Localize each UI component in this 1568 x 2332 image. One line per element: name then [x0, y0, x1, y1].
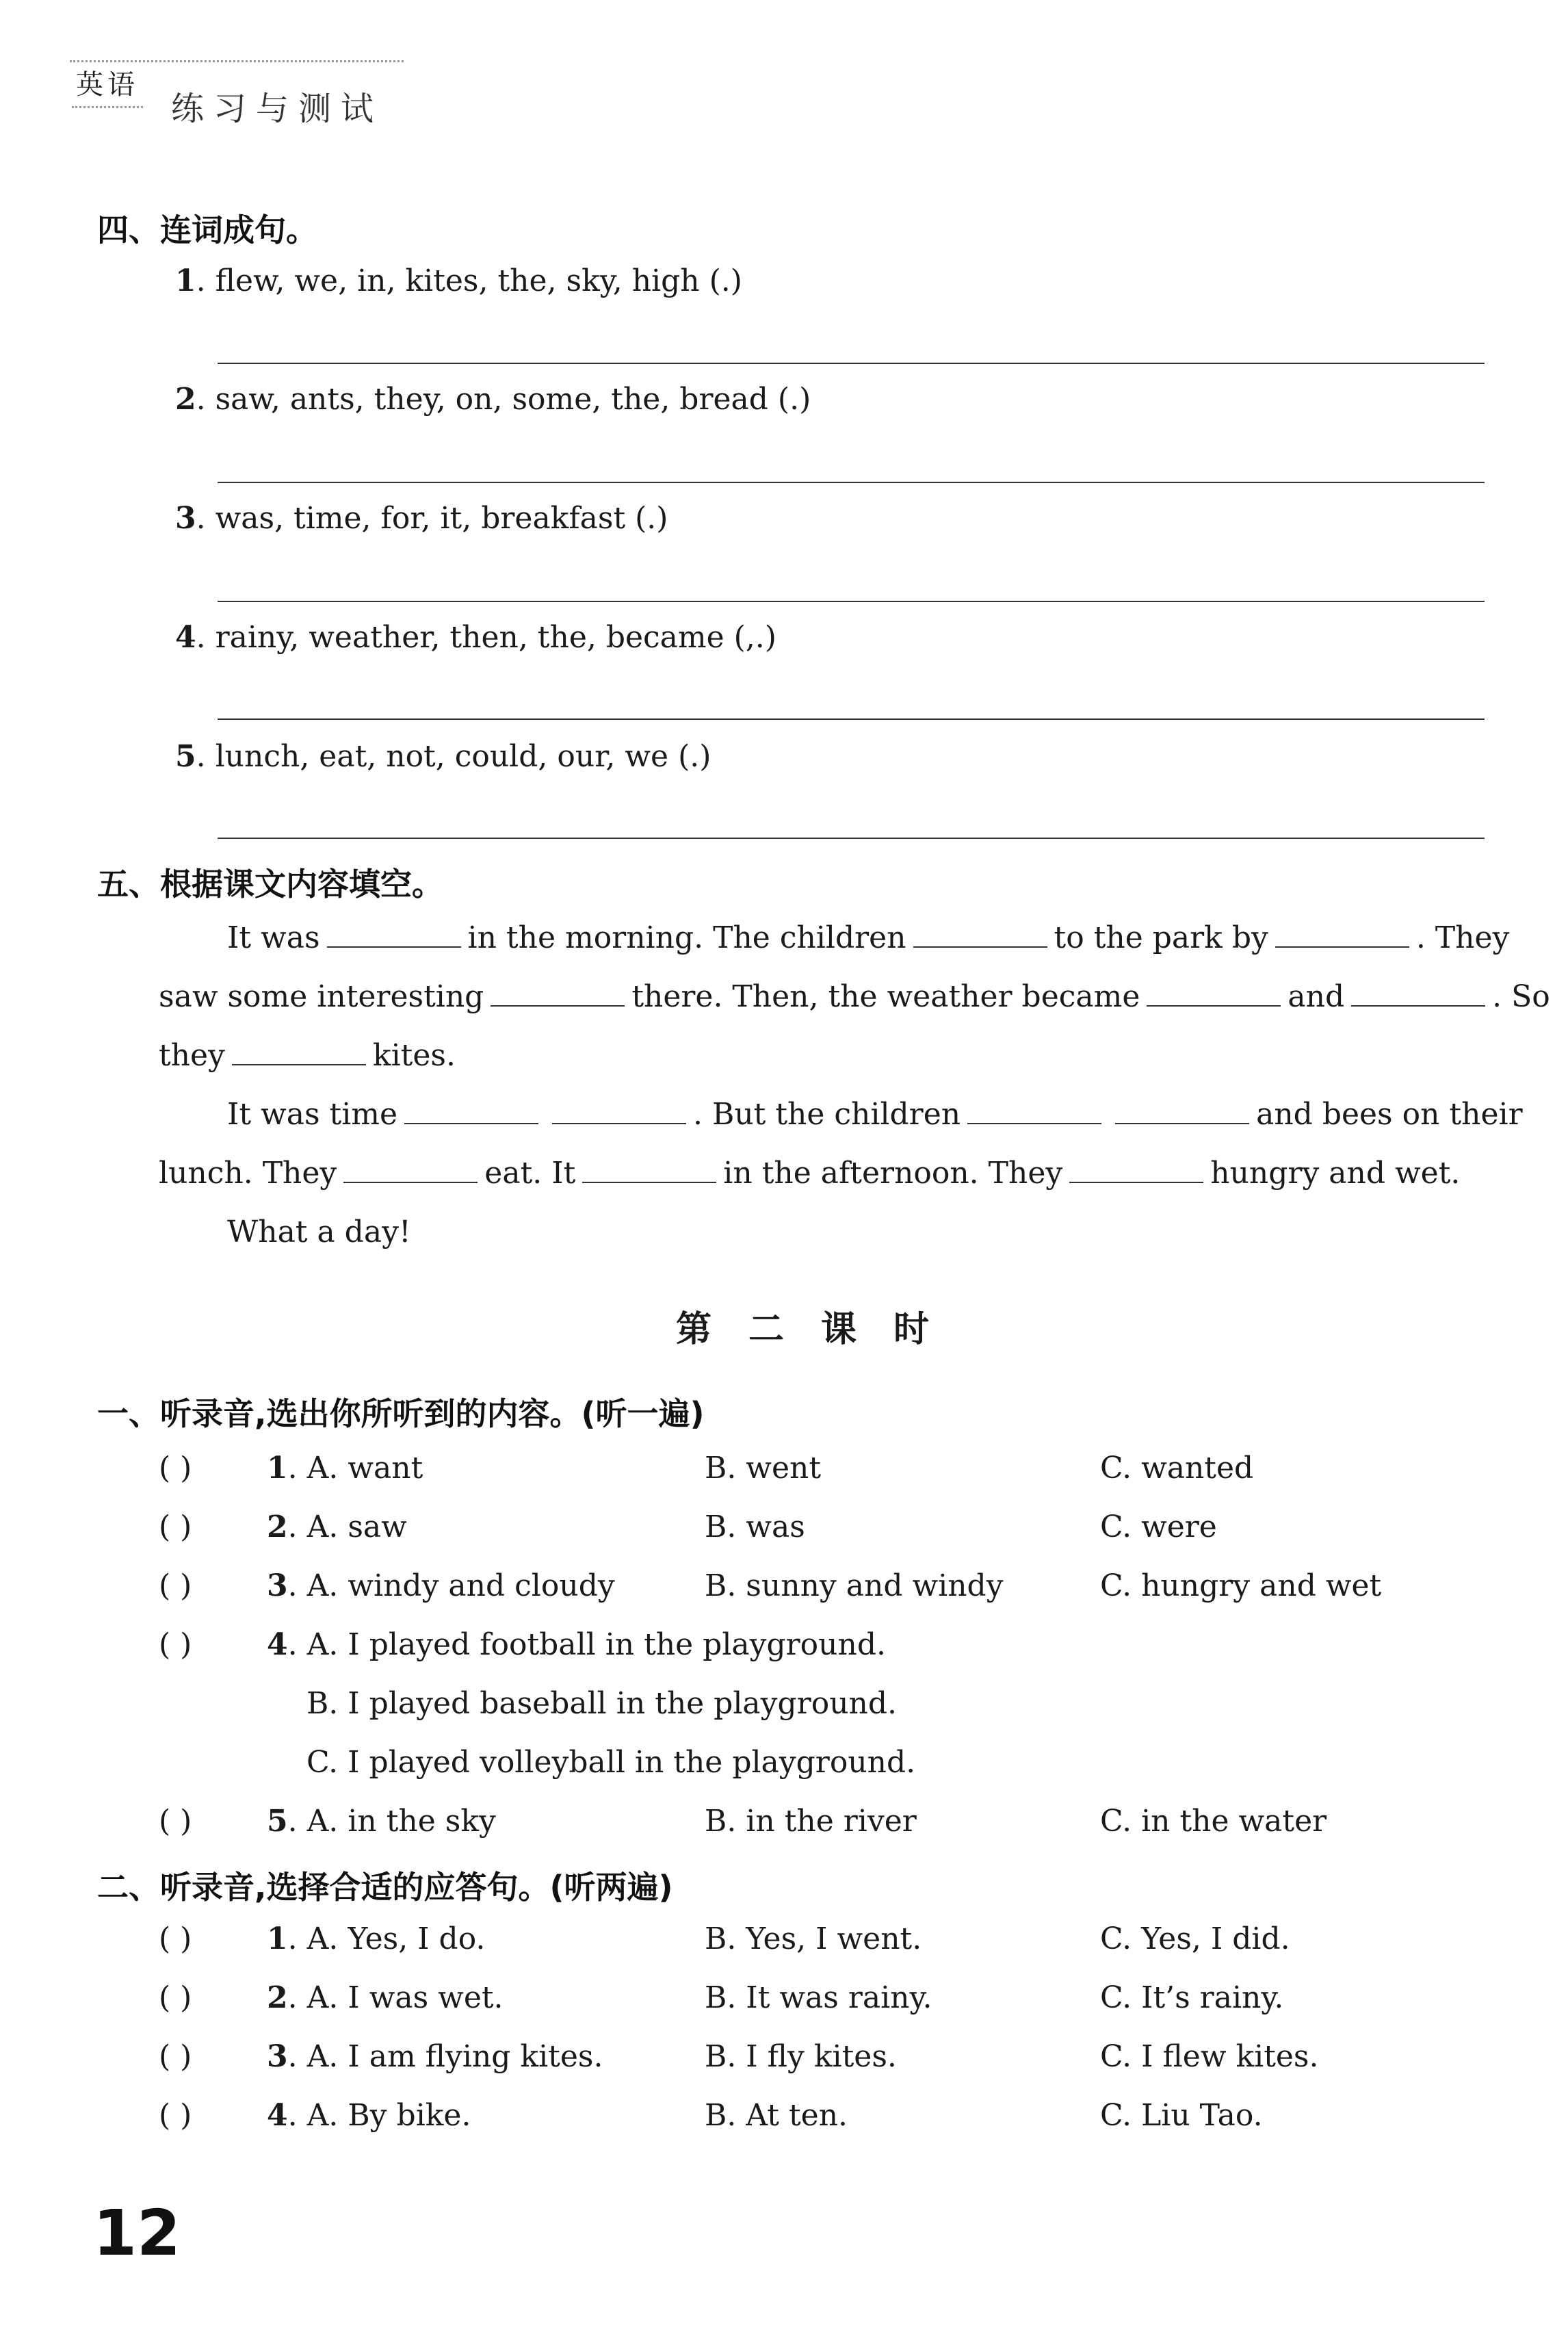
- a-q2-option-c: C. were: [1100, 1510, 1217, 1544]
- a-q3-option-a: 3. A. windy and cloudy: [267, 1568, 615, 1603]
- s4-item-1: 1. flew, we, in, kites, the, sky, high (.): [175, 263, 742, 298]
- b-q1-option-c: C. Yes, I did.: [1100, 1921, 1290, 1956]
- s5-line-1: It was in the morning. The children to the park by . They: [227, 920, 1510, 955]
- page-number: 12: [93, 2197, 181, 2270]
- b-q1-option-a: 1. A. Yes, I do.: [267, 1921, 486, 1956]
- b-q2-option-c: C. It’s rainy.: [1100, 1980, 1284, 2015]
- blank[interactable]: [1275, 922, 1409, 948]
- a-q4-option-b: B. I played baseball in the playground.: [306, 1686, 898, 1721]
- answer-paren[interactable]: ( ): [159, 1804, 192, 1839]
- answer-paren[interactable]: ( ): [159, 1510, 192, 1544]
- a-q3-option-c: C. hungry and wet: [1100, 1568, 1382, 1603]
- blank[interactable]: [1147, 981, 1281, 1007]
- answer-paren[interactable]: ( ): [159, 1568, 192, 1603]
- header-subject: 英语: [72, 63, 143, 108]
- b-q2-option-b: B. It was rainy.: [705, 1980, 932, 2015]
- answer-paren[interactable]: ( ): [159, 1451, 192, 1486]
- a-q1-option-b: B. went: [705, 1451, 822, 1486]
- s4-item-5: 5. lunch, eat, not, could, our, we (.): [175, 739, 711, 774]
- blank[interactable]: [967, 1098, 1101, 1124]
- b-q4-option-b: B. At ten.: [705, 2098, 848, 2133]
- b-q2-option-a: 2. A. I was wet.: [267, 1980, 504, 2015]
- b-q1-option-b: B. Yes, I went.: [705, 1921, 922, 1956]
- part-b-title: 二、听录音,选择合适的应答句。(听两遍): [97, 1869, 673, 1906]
- b-q4-option-c: C. Liu Tao.: [1100, 2098, 1263, 2133]
- answer-line-3[interactable]: [218, 601, 1485, 602]
- blank[interactable]: [232, 1039, 366, 1065]
- blank[interactable]: [913, 922, 1047, 948]
- blank[interactable]: [327, 922, 461, 948]
- lesson-title: 第二课时: [676, 1308, 967, 1350]
- blank[interactable]: [404, 1098, 538, 1124]
- header-title: 练习与测试: [171, 90, 384, 128]
- a-q2-option-b: B. was: [705, 1510, 805, 1544]
- b-q3-option-c: C. I flew kites.: [1100, 2039, 1319, 2074]
- a-q5-option-c: C. in the water: [1100, 1804, 1327, 1839]
- answer-paren[interactable]: ( ): [159, 1980, 192, 2015]
- s5-line-4: It was time . But the children and bees on their: [227, 1097, 1523, 1132]
- blank[interactable]: [582, 1157, 716, 1183]
- s4-item-2: 2. saw, ants, they, on, some, the, bread (.): [175, 382, 811, 417]
- a-q5-option-a: 5. A. in the sky: [267, 1804, 496, 1839]
- s5-line-6: What a day!: [227, 1215, 411, 1249]
- b-q3-option-b: B. I fly kites.: [705, 2039, 897, 2074]
- s4-item-4: 4. rainy, weather, then, the, became (,.): [175, 620, 776, 655]
- blank[interactable]: [552, 1098, 686, 1124]
- answer-line-4[interactable]: [218, 718, 1485, 720]
- a-q4-option-a: 4. A. I played football in the playground.: [267, 1627, 886, 1662]
- s5-line-5: lunch. They eat. It in the afternoon. They hungry and wet.: [159, 1156, 1461, 1191]
- answer-paren[interactable]: ( ): [159, 1627, 192, 1662]
- section-4-title: 四、连词成句。: [97, 211, 317, 248]
- a-q3-option-b: B. sunny and windy: [705, 1568, 1004, 1603]
- a-q4-option-c: C. I played volleyball in the playground.: [306, 1745, 916, 1780]
- answer-line-1[interactable]: [218, 363, 1485, 364]
- blank[interactable]: [343, 1157, 478, 1183]
- a-q1-option-c: C. wanted: [1100, 1451, 1254, 1486]
- b-q4-option-a: 4. A. By bike.: [267, 2098, 471, 2133]
- blank[interactable]: [1069, 1157, 1203, 1183]
- a-q5-option-b: B. in the river: [705, 1804, 917, 1839]
- blank[interactable]: [1115, 1098, 1249, 1124]
- answer-line-5[interactable]: [218, 838, 1485, 839]
- blank[interactable]: [1351, 981, 1485, 1007]
- answer-paren[interactable]: ( ): [159, 2039, 192, 2074]
- section-5-title: 五、根据课文内容填空。: [97, 866, 443, 903]
- answer-line-2[interactable]: [218, 482, 1485, 483]
- a-q1-option-a: 1. A. want: [267, 1451, 423, 1486]
- blank[interactable]: [491, 981, 625, 1007]
- s4-item-3: 3. was, time, for, it, breakfast (.): [175, 501, 668, 536]
- part-a-title: 一、听录音,选出你所听到的内容。(听一遍): [97, 1395, 705, 1432]
- b-q3-option-a: 3. A. I am flying kites.: [267, 2039, 603, 2074]
- s5-line-3: they kites.: [159, 1038, 456, 1073]
- answer-paren[interactable]: ( ): [159, 2098, 192, 2133]
- s5-line-2: saw some interesting there. Then, the weather became and . So: [159, 979, 1550, 1014]
- answer-paren[interactable]: ( ): [159, 1921, 192, 1956]
- a-q2-option-a: 2. A. saw: [267, 1510, 407, 1544]
